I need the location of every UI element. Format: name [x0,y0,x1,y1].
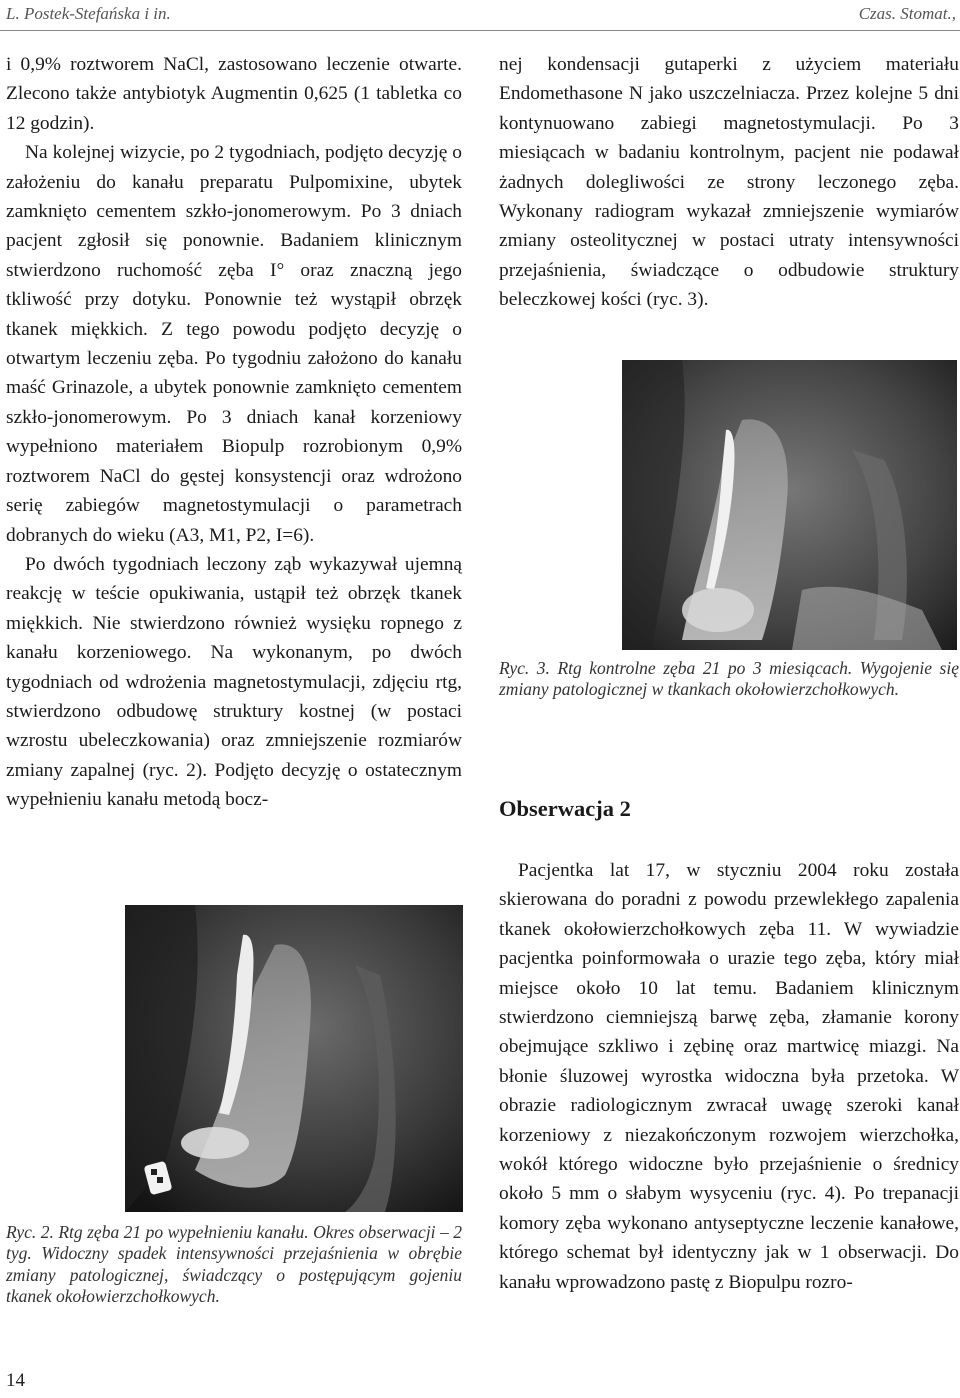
running-header [2,4,958,28]
paragraph: Po dwóch tygodniach leczony ząb wykazywał ujemną reakcję w teście opukiwania, ustąpił też obrzęk tkanek miękkich. Nie stwierdzono również wysięku ropnego z kanału korzeniowego. Na wykonanym, po dwóch tygodniach od wdrożenia magnetostymulacji, zdjęciu rtg, stwierdzono odbudowę struktury kostnej (w postaci wzrostu ubeleczkowania) oraz zmniejszenie rozmiarów zmiany zapalnej (ryc. 2). Podjęto decyzję o ostatecznym wypełnieniu kanału metodą bocz- [6,553,462,811]
paragraph: Na kolejnej wizycie, po 2 tygodniach, podjęto decyzję o założeniu do kanału preparatu Pulpomixine, ubytek zamknięto cementem szkło-jonomerowym. Po 3 dniach pacjent zgłosił się ponownie. Badaniem klinicznym stwierdzono ruchomość zęba I° oraz znaczną jego tkliwość przy dotyku. Ponownie też wystąpił obrzęk tkanek miękkich. Z tego powodu podjęto decyzję o otwartym leczeniu zęba. Po tygodniu założono do kanału maść Grinazole, a ubytek ponownie zamknięto cementem szkło-jonomerowym. Po 3 dniach kanał korzeniowy wypełniono materiałem Biopulp rozrobionym 0,9% roztworem NaCl do gęstej konsystencji oraz wdrożono serię zabiegów magnetostymulacji o parametrach dobranych do wieku (A3, M1, P2, I=6). [6,142,462,546]
section-title: Obserwacja 2 [499,796,631,821]
header-rule [0,30,960,31]
figure-3-radiograph [622,360,957,650]
figure-2-caption: Ryc. 2. Rtg zęba 21 po wypełnieniu kanału. Okres obserwacji – 2 tyg. Widoczny spadek intensywności przejaśnienia w obrębie zmiany patologicznej, świadczący o postępującym gojeniu tkanek okołowierzchołkowych. [6,1222,462,1306]
section-body [499,856,959,1297]
header-authors: L. Postek-Stefańska i in. [6,4,171,23]
paragraph: Pacjentka lat 17, w styczniu 2004 roku została skierowana do poradni z powodu przewlekłego zapalenia tkanek okołowierzchołkowych zęba 11. W wywiadzie pacjentka poinformowała o urazie tego zęba, który miał miejsce około 10 lat temu. Badaniem klinicznym stwierdzono ciemniejszą barwę zęba, złamanie korony obejmujące szkliwo i zębinę oraz martwicę miazgi. Na błonie śluzowej wyrostka widoczna była przetoka. W obrazie radiologicznym zwracał uwagę szeroki kanał korzeniowy z niezakończonym rozwojem wierzchołka, wokół którego widoczne było przejaśnienie o średnicy około 5 mm o słabym wysyceniu (ryc. 4). Po trepanacji komory zęba wykonano antyseptyczne leczenie kanałowe, którego schemat był identyczny jak w 1 obserwacji. Do kanału wprowadzono pastę z Biopulpu rozro- [499,860,959,1293]
paragraph: nej kondensacji gutaperki z użyciem materiału Endomethasone N jako uszczelniacza. Przez kolejne 5 dni kontynuowano zabiegi magnetostymulacji. Po 3 miesiącach w badaniu kontrolnym, pacjent nie podawał żadnych dolegliwości ze strony leczonego zęba. Wykonany radiogram wykazał zmniejszenie wymiarów zmiany osteolitycznej w postaci utraty intensywności przejaśnienia, świadczące o odbudowie struktury beleczkowej kości (ryc. 3). [499,54,959,311]
left-column [6,50,462,815]
right-column [499,50,959,315]
page-number: 14 [6,1370,25,1391]
header-journal: Czas. Stomat., [858,4,956,23]
paragraph: i 0,9% roztworem NaCl, zastosowano leczenie otwarte. Zlecono także antybiotyk Augmentin 0,625 (1 tabletka co 12 godzin). [6,54,462,134]
figure-2-radiograph [125,905,463,1212]
figure-3-caption: Ryc. 3. Rtg kontrolne zęba 21 po 3 miesiącach. Wygojenie się zmiany patologicznej w tkankach okołowierzchołkowych. [499,658,959,700]
